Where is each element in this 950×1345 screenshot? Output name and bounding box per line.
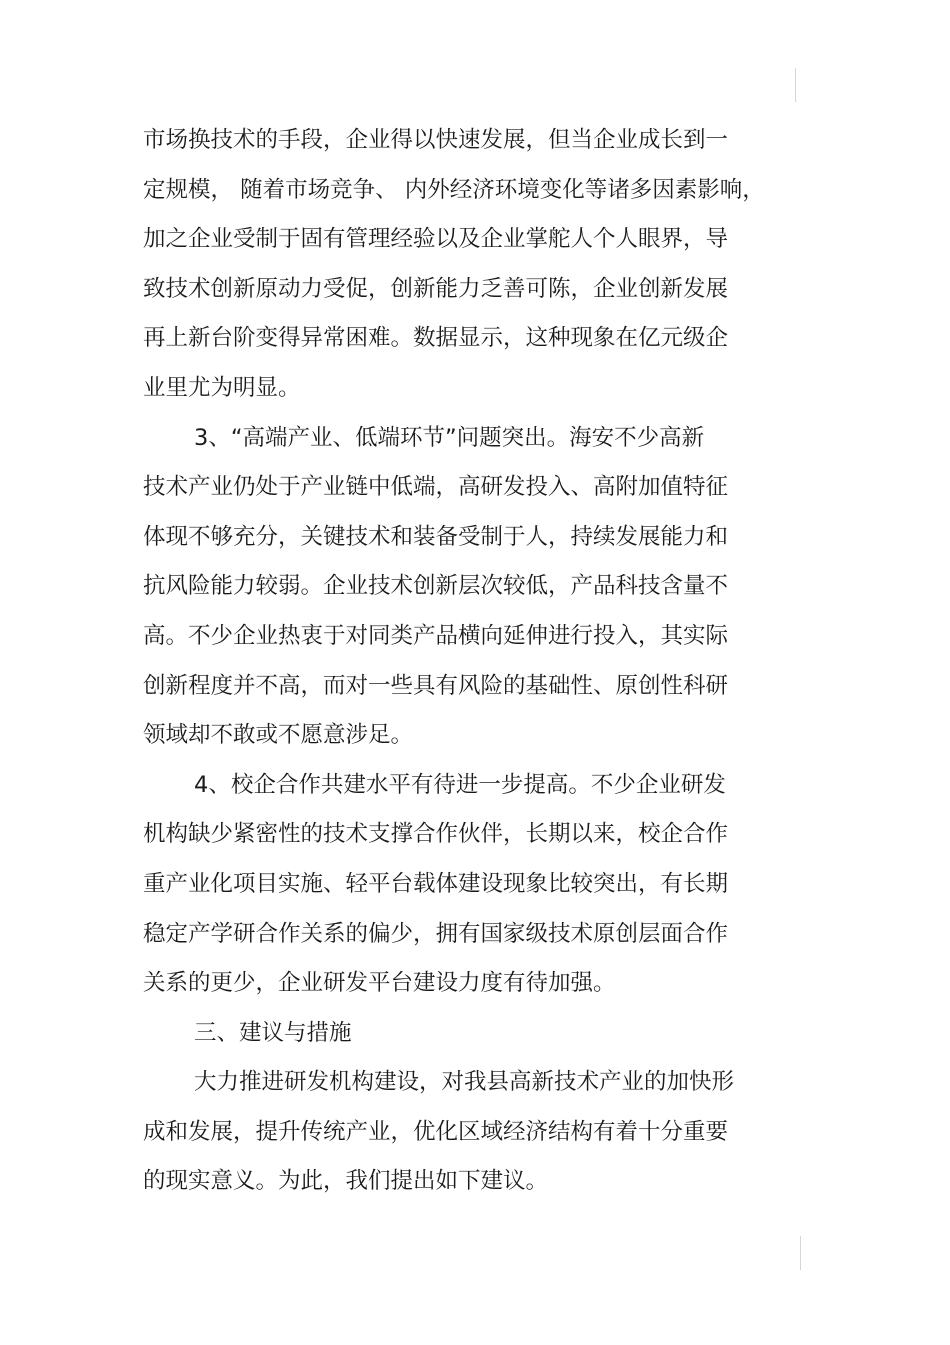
text-line: 的现实意义。为此，我们提出如下建议。 (143, 1168, 549, 1195)
text-line: 成和发展，提升传统产业，优化区域经济结构有着十分重要 (143, 1118, 729, 1145)
text-line: 关系的更少，企业研发平台建设力度有待加强。 (143, 970, 616, 997)
text-line: 市场换技术的手段，企业得以快速发展，但当企业成长到一 (143, 127, 729, 153)
text-line: 致技术创新原动力受促，创新能力乏善可陈，企业创新发展 (143, 275, 729, 302)
page-margin-mark-top (795, 68, 796, 102)
text-line: 高。不少企业热衷于对同类产品横向延伸进行投入，其实际 (143, 622, 729, 649)
page-margin-mark-bottom (800, 1236, 801, 1270)
text-line: 体现不够充分，关键技术和装备受制于人，持续发展能力和 (143, 523, 729, 550)
text-line: 领域却不敢或不愿意涉足。 (143, 722, 414, 749)
text-line: 机构缺少紧密性的技术支撑合作伙伴，长期以来，校企合作 (143, 821, 729, 848)
document-body (143, 116, 783, 1207)
text-line: 定规模， 随着市场竞争、 内外经济环境变化等诸多因素影响， (143, 176, 765, 203)
section-heading: 三、建议与措施 (194, 1019, 352, 1046)
text-line: 加之企业受制于固有管理经验以及企业掌舵人个人眼界，导 (143, 226, 729, 253)
text-line: 大力推进研发机构建设，对我县高新技术产业的加快形 (194, 1069, 735, 1096)
text-line: 创新程度并不高，而对一些具有风险的基础性、原创性科研 (143, 672, 729, 699)
text-line: 技术产业仍处于产业链中低端，高研发投入、高附加值特征 (143, 474, 729, 501)
text-line: 再上新台阶变得异常困难。数据显示，这种现象在亿元级企 (143, 325, 729, 352)
text-line: 业里尤为明显。 (143, 374, 301, 401)
text-line: 抗风险能力较弱。企业技术创新层次较低，产品科技含量不 (143, 573, 729, 600)
text-line: 稳定产学研合作关系的偏少，拥有国家级技术原创层面合作 (143, 920, 729, 947)
paragraph-4-heading: 4、校企合作共建水平有待进一步提高。不少企业研发 (194, 771, 726, 798)
text-line: 重产业化项目实施、轻平台载体建设现象比较突出，有长期 (143, 870, 729, 897)
paragraph-3-heading: 3、“高端产业、低端环节”问题突出。海安不少高新 (194, 424, 705, 451)
